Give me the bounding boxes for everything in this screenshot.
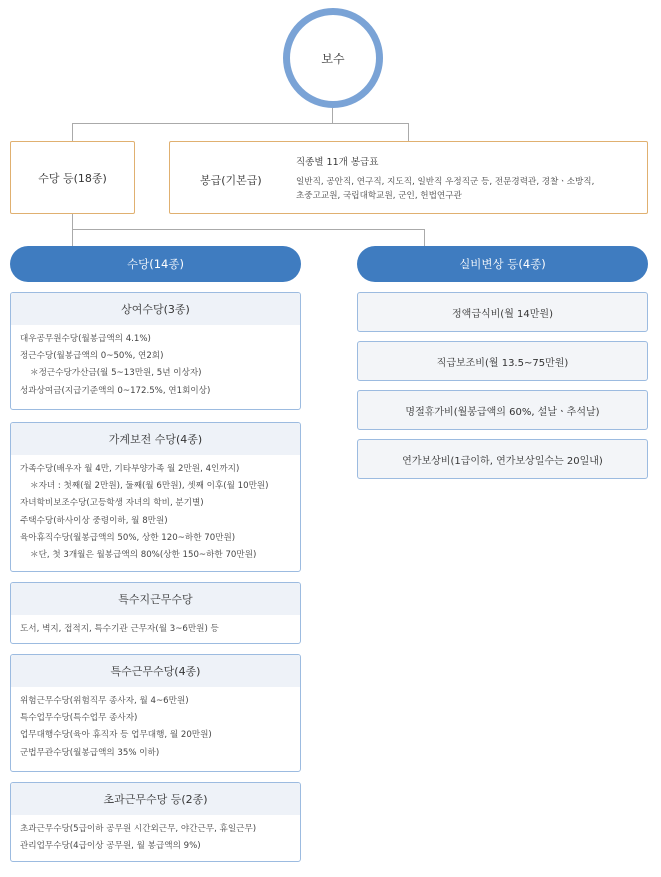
panel-special-duty-line: 특수업무수당(특수업무 종사자) <box>20 713 138 724</box>
panel-family-line: 가족수당(배우자 월 4만, 기타부양가족 월 2만원, 4인까지) <box>20 464 240 474</box>
panel-bonus-note: ＊정근수당가산금(월 5~13만원, 5년 이상자) <box>30 368 202 379</box>
left-section-label: 수당(14종) <box>127 257 184 271</box>
panel-special-duty <box>10 654 301 772</box>
connector-right-down <box>408 123 409 141</box>
panel-family-note: ＊자녀 : 첫째(월 2만원), 둘째(월 6만원), 셋째 이후(월 10만원) <box>30 481 269 492</box>
panel-bonus-line: 성과상여금(지급기준액의 0~172.5%, 연1회이상) <box>20 385 211 396</box>
panel-special-region <box>10 582 301 644</box>
left-section-header <box>10 246 301 282</box>
panel-special-region-title: 특수지근무수당 <box>11 583 300 615</box>
panel-special-duty-title: 특수근무수당(4종) <box>11 655 300 687</box>
panel-family-title: 가계보전 수당(4종) <box>11 423 300 455</box>
salary-label: 봉급(기본급) <box>200 174 262 187</box>
reimbursement-item-holiday <box>357 390 648 430</box>
panel-family-line: 육아휴직수당(월봉급액의 50%, 상한 120~하한 70만원) <box>20 532 236 543</box>
reimbursement-item-label: 명절휴가비(월봉급액의 60%, 설날ㆍ추석날) <box>405 406 600 418</box>
panel-special-duty-line: 업무대행수당(육아 휴직자 등 업무대행, 월 20만원) <box>20 730 212 741</box>
panel-bonus-line: 정근수당(월봉급액의 0~50%, 연2회) <box>20 351 164 362</box>
connector-right-pill <box>424 229 425 246</box>
reimbursement-item-rank <box>357 341 648 381</box>
panel-overtime-line: 초과근무수당(5급이하 공무원 시간외근무, 야간근무, 휴일근무) <box>20 824 257 834</box>
reimbursement-item-meal <box>357 292 648 332</box>
connector-top-horizontal <box>72 123 409 124</box>
panel-overtime-line: 관리업무수당(4급이상 공무원, 월 봉급액의 9%) <box>20 841 201 852</box>
connector-allowance-down <box>72 214 73 230</box>
panel-family <box>10 422 301 572</box>
panel-special-duty-line: 위험근무수당(위험직무 종사자, 월 4~6만원) <box>20 696 189 706</box>
salary-title: 직종별 11개 봉급표 <box>296 157 379 168</box>
panel-overtime-title: 초과근무수당 등(2종) <box>11 783 300 815</box>
reimbursement-item-label: 직급보조비(월 13.5~75만원) <box>436 357 569 369</box>
panel-bonus-line: 대우공무원수당(월봉급액의 4.1%) <box>20 334 151 344</box>
panel-bonus-title: 상여수당(3종) <box>11 293 300 325</box>
root-label: 보수 <box>321 51 345 66</box>
reimbursement-item-label: 연가보상비(1급이하, 연가보상일수는 20일내) <box>402 455 603 467</box>
salary-box <box>169 141 648 214</box>
root-node <box>283 8 383 108</box>
allowance-label: 수당 등(18종) <box>38 171 107 185</box>
panel-family-line: 자녀학비보조수당(고등학생 자녀의 학비, 분기별) <box>20 498 204 509</box>
panel-special-region-line: 도서, 벽지, 접적지, 특수기관 근무자(월 3~6만원) 등 <box>20 624 219 634</box>
connector-left-pill <box>72 229 73 246</box>
connector-left-down <box>72 123 73 141</box>
panel-bonus <box>10 292 301 410</box>
panel-family-note: ＊단, 첫 3개월은 월봉급액의 80%(상한 150~하한 70만원) <box>30 550 257 561</box>
right-section-header <box>357 246 648 282</box>
salary-desc-line1: 일반직, 공안직, 연구직, 지도직, 일반직 우정직군 등, 전문경력관, 경찰ㆍ소방직, <box>296 177 595 187</box>
salary-desc-line2: 초중고교원, 국립대학교원, 군인, 헌법연구관 <box>296 191 462 201</box>
connector-mid-horizontal <box>72 229 425 230</box>
reimbursement-item-leave <box>357 439 648 479</box>
panel-special-duty-line: 군법무관수당(월봉급액의 35% 이하) <box>20 747 160 758</box>
panel-family-line: 주택수당(하사이상 중령이하, 월 8만원) <box>20 515 168 526</box>
right-section-label: 실비변상 등(4종) <box>459 257 546 271</box>
panel-overtime <box>10 782 301 862</box>
connector-root-down <box>332 108 333 124</box>
allowance-box <box>10 141 135 214</box>
reimbursement-item-label: 정액급식비(월 14만원) <box>452 308 553 320</box>
